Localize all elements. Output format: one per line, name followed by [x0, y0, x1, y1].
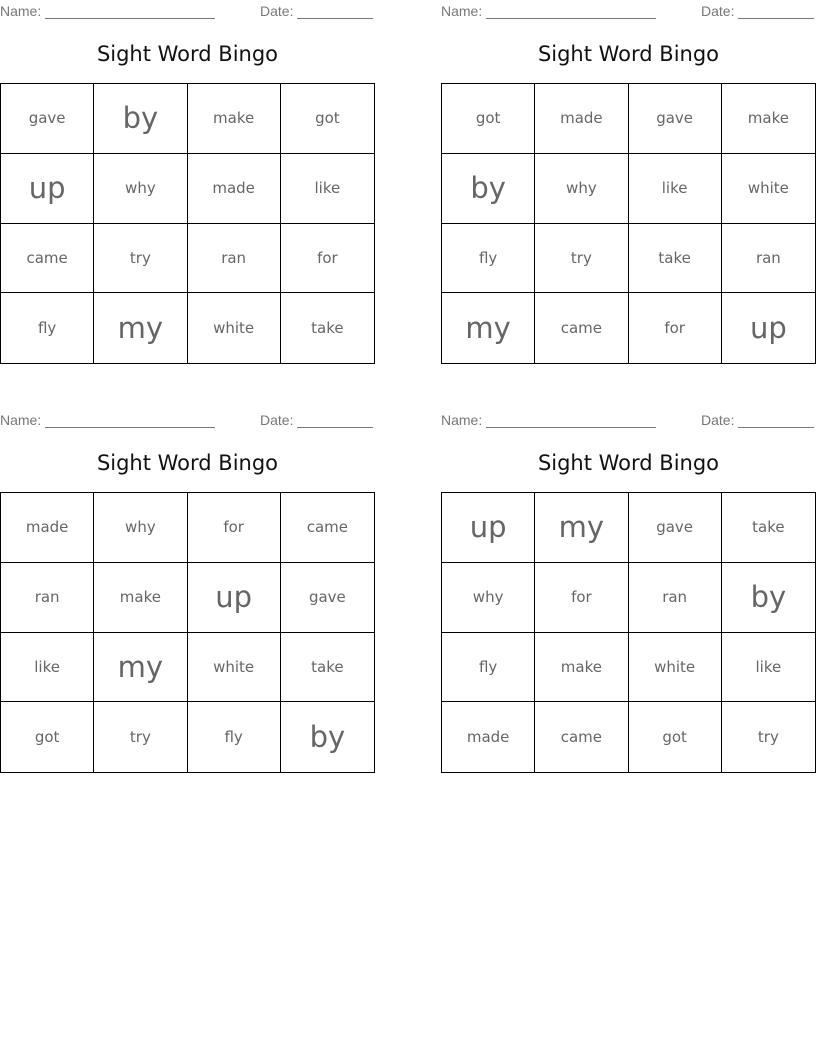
bingo-cell: gave	[629, 493, 722, 563]
name-field[interactable]	[0, 3, 215, 19]
name-label: Name:	[0, 412, 42, 428]
bingo-cell: made	[1, 493, 94, 563]
bingo-cell: ran	[1, 563, 94, 633]
bingo-cell: white	[722, 154, 815, 224]
date-blank-line[interactable]	[738, 414, 814, 428]
bingo-cell: my	[94, 633, 187, 703]
bingo-cell: for	[535, 563, 628, 633]
bingo-cell: for	[281, 224, 374, 294]
bingo-cell: came	[535, 293, 628, 363]
bingo-card	[0, 0, 375, 346]
card-header	[441, 3, 816, 19]
bingo-cell: up	[188, 563, 281, 633]
date-label: Date:	[701, 3, 735, 19]
bingo-grid	[0, 83, 375, 364]
bingo-cell: up	[1, 154, 94, 224]
card-title: Sight Word Bingo	[96, 451, 279, 475]
bingo-cell: try	[757, 728, 779, 747]
bingo-cell: take	[281, 633, 374, 703]
bingo-cell: made	[188, 154, 281, 224]
bingo-grid	[0, 492, 375, 773]
date-blank-line[interactable]	[297, 5, 373, 19]
bingo-cell: up	[442, 493, 535, 563]
bingo-cell: like	[281, 154, 374, 224]
card-header	[0, 412, 375, 428]
bingo-cell: by	[722, 563, 815, 633]
bingo-cell: my	[94, 293, 187, 363]
bingo-cell: ran	[188, 224, 281, 294]
bingo-cell: fly	[442, 633, 535, 703]
bingo-cell: up	[749, 311, 787, 346]
bingo-grid	[441, 83, 816, 364]
date-label: Date:	[701, 412, 735, 428]
date-blank-line[interactable]	[738, 5, 814, 19]
bingo-card	[0, 409, 375, 755]
bingo-cell: white	[629, 633, 722, 703]
date-label: Date:	[260, 3, 294, 19]
card-title: Sight Word Bingo	[537, 42, 720, 66]
date-label: Date:	[260, 412, 294, 428]
bingo-cell: fly	[188, 702, 281, 772]
name-blank-line[interactable]	[486, 5, 656, 19]
bingo-cell: my	[442, 293, 535, 363]
card-header	[0, 3, 375, 19]
bingo-cell: like	[629, 154, 722, 224]
bingo-cell: try	[94, 224, 187, 294]
bingo-cell: my	[535, 493, 628, 563]
bingo-cell: take	[629, 224, 722, 294]
card-header	[441, 412, 816, 428]
bingo-cell: take	[311, 319, 344, 338]
bingo-cell: by	[94, 84, 187, 154]
bingo-cell: make	[188, 84, 281, 154]
card-title: Sight Word Bingo	[537, 451, 720, 475]
bingo-cell: made	[535, 84, 628, 154]
bingo-cell: like	[722, 633, 815, 703]
bingo-cell: take	[722, 493, 815, 563]
bingo-cell: made	[442, 702, 535, 772]
name-blank-line[interactable]	[486, 414, 656, 428]
name-field[interactable]	[0, 412, 215, 428]
bingo-cell: gave	[1, 84, 94, 154]
bingo-card	[441, 409, 816, 747]
bingo-grid	[441, 492, 816, 773]
name-label: Name:	[0, 3, 42, 19]
bingo-cell: try	[94, 702, 187, 772]
bingo-cell: why	[94, 154, 187, 224]
bingo-card	[441, 0, 816, 346]
bingo-cell: why	[94, 493, 187, 563]
bingo-cell: for	[629, 293, 722, 363]
bingo-cell: why	[442, 563, 535, 633]
bingo-cell: came	[535, 702, 628, 772]
bingo-cell: came	[1, 224, 94, 294]
bingo-cell: got	[281, 84, 374, 154]
bingo-cell: white	[188, 633, 281, 703]
date-field[interactable]	[260, 3, 373, 19]
bingo-cell: try	[535, 224, 628, 294]
bingo-cell: white	[188, 293, 281, 363]
name-blank-line[interactable]	[45, 5, 215, 19]
bingo-cell: gave	[629, 84, 722, 154]
date-field[interactable]	[701, 412, 814, 428]
name-label: Name:	[441, 412, 483, 428]
date-field[interactable]	[701, 3, 814, 19]
bingo-cell: got	[1, 702, 94, 772]
bingo-cell: for	[188, 493, 281, 563]
bingo-cell: fly	[1, 293, 94, 363]
bingo-cell: gave	[281, 563, 374, 633]
name-field[interactable]	[441, 412, 656, 428]
name-label: Name:	[441, 3, 483, 19]
bingo-cell: by	[309, 720, 346, 755]
date-field[interactable]	[260, 412, 373, 428]
card-title: Sight Word Bingo	[96, 42, 279, 66]
bingo-cell: like	[1, 633, 94, 703]
bingo-cell: why	[535, 154, 628, 224]
bingo-cell: fly	[442, 224, 535, 294]
bingo-cell: got	[442, 84, 535, 154]
bingo-cell: ran	[722, 224, 815, 294]
bingo-cell: make	[535, 633, 628, 703]
bingo-cell: by	[442, 154, 535, 224]
bingo-cell: make	[722, 84, 815, 154]
bingo-cell: got	[629, 702, 722, 772]
bingo-cell: ran	[629, 563, 722, 633]
bingo-cell: came	[281, 493, 374, 563]
name-blank-line[interactable]	[45, 414, 215, 428]
bingo-cell: make	[94, 563, 187, 633]
date-blank-line[interactable]	[297, 414, 373, 428]
name-field[interactable]	[441, 3, 656, 19]
